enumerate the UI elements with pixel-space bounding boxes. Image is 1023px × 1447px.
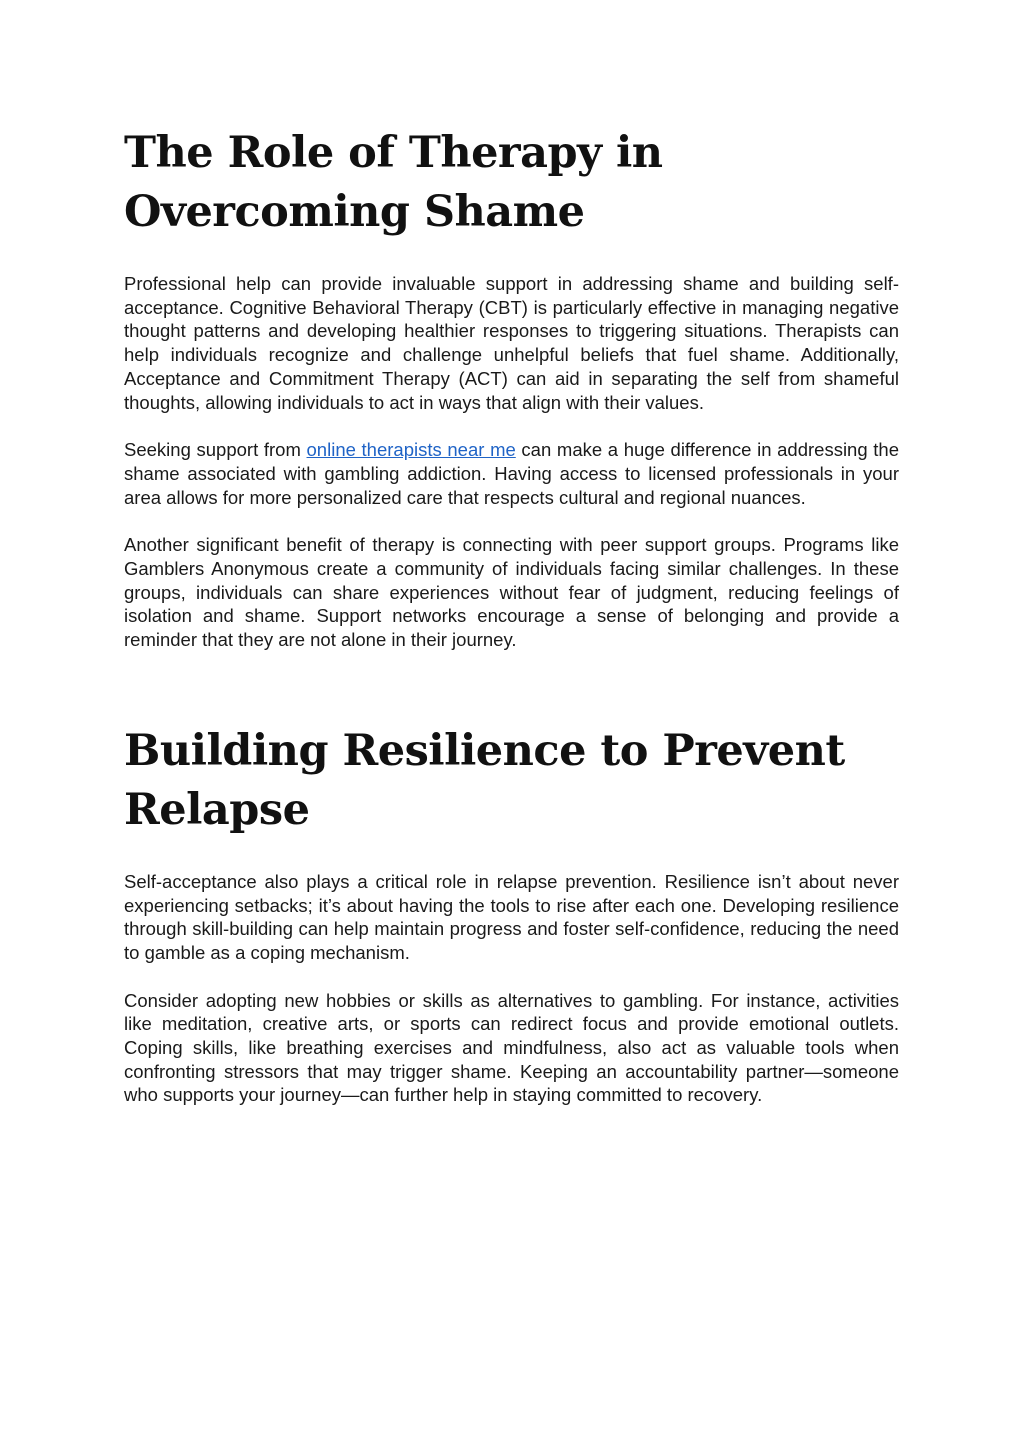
online-therapists-link[interactable]: online therapists near me: [306, 439, 516, 461]
paragraph-text-before-link: Seeking support from: [124, 439, 307, 461]
paragraph-professional-help: Professional help can provide invaluable support in addressing shame and building self-acceptance. Cognitive Behavioral Therapy (CBT) is particularly effective in managing negative thought patterns and developing healthier responses to triggering situations. Therapists can help individuals recognize and challenge unhelpful beliefs that fuel shame. Additionally, Acceptance and Commitment Therapy (ACT) can aid in separating the self from shameful thoughts, allowing individuals to act in ways that align with their values.: [124, 273, 899, 413]
paragraph-self-acceptance: Self-acceptance also plays a critical role in relapse prevention. Resilience isn’t about never experiencing setbacks; it’s about having the tools to rise after each one. Developing resilience through skill-building can help maintain progress and foster self-confidence, reducing the need to gamble as a coping mechanism.: [124, 870, 899, 963]
paragraph-text-after-link: can make a huge difference in addressing the shame associated with gambling addiction. Having access to licensed professionals in your area allows for more personalized care that respects cultural and regional nuances.: [124, 439, 900, 508]
section-heading-therapy: The Role of Therapy in Overcoming Shame: [124, 128, 663, 237]
paragraph-seeking-support: [124, 438, 899, 509]
paragraph-hobbies: Consider adopting new hobbies or skills as alternatives to gambling. For instance, activities like meditation, creative arts, or sports can redirect focus and provide emotional outlets. Coping skills, like breathing exercises and mindfulness, also act as valuable tools when confronting stressors that may trigger shame. Keeping an accountability partner—someone who supports your journey—can further help in staying committed to recovery.: [124, 989, 899, 1106]
document-page: [124, 124, 899, 1107]
paragraph-peer-support: Another significant benefit of therapy is connecting with peer support groups. Programs like Gamblers Anonymous create a community of individuals facing similar challenges. In these groups, individuals can share experiences without fear of judgment, reducing feelings of isolation and shame. Support networks encourage a sense of belonging and provide a reminder that they are not alone in their journey.: [124, 534, 899, 651]
section-heading-resilience: Building Resilience to Prevent Relapse: [124, 725, 845, 835]
